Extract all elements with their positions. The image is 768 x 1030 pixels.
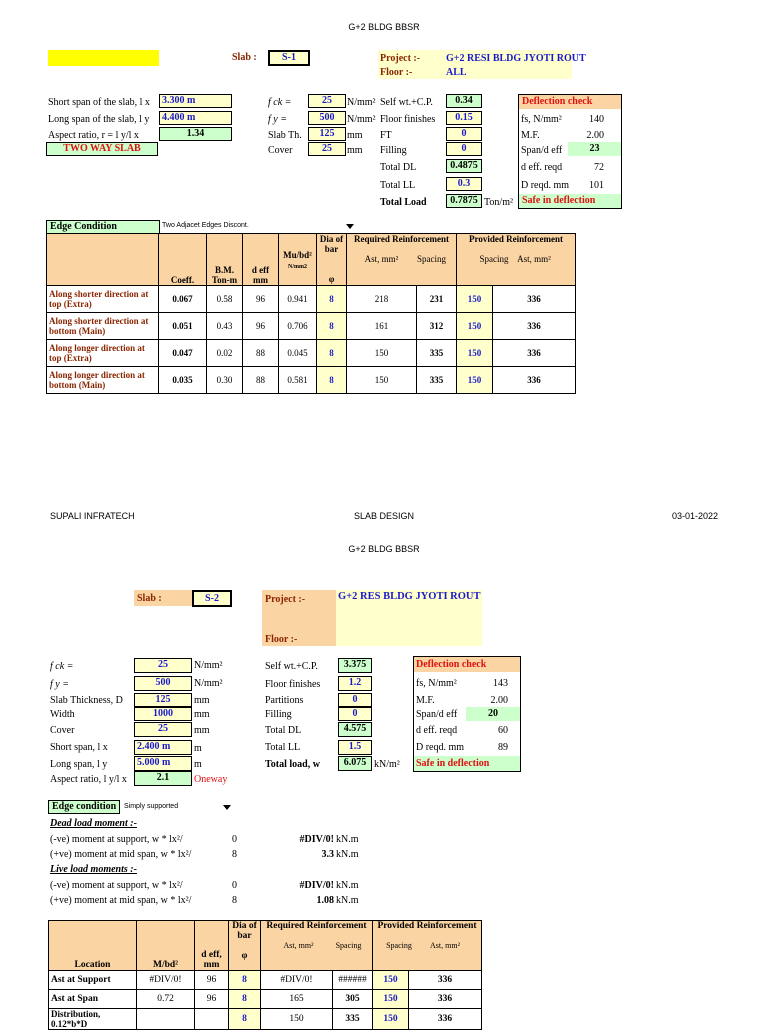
total-load-label: Total Load <box>380 197 427 208</box>
fck-label-2: f ck = <box>50 661 74 672</box>
row-location: Distribution, 0.12*b*D <box>49 1009 137 1030</box>
defl-deff-label-2: d eff. reqd <box>416 725 458 736</box>
fck-input[interactable]: 25 <box>308 94 346 108</box>
row-mu: 0.706 <box>279 313 317 340</box>
slab-type-badge: TWO WAY SLAB <box>46 142 158 156</box>
dead-load-title: Dead load moment :- <box>50 818 137 829</box>
total-load-unit-2: kN/m² <box>374 759 400 770</box>
row-deff-2 <box>195 1009 229 1030</box>
ff-input-2[interactable]: 1.2 <box>338 676 372 691</box>
row-ast: 161 <box>347 313 417 340</box>
edge-condition-label: Edge Condition <box>46 220 160 234</box>
row-mbd2: #DIV/0! <box>137 971 195 990</box>
total-ll-label: Total LL <box>380 180 416 191</box>
slab-thickness-unit: mm <box>347 130 363 141</box>
total-load-value-2: 6.075 <box>338 756 372 771</box>
live-load-title: Live load moments :- <box>50 864 137 875</box>
th-mubd2 <box>279 234 317 286</box>
defl-span-value: 23 <box>568 142 621 156</box>
row-provided-ast-2: 336 <box>409 990 482 1009</box>
row-deff: 96 <box>243 286 279 313</box>
row-deff-2: 96 <box>195 971 229 990</box>
cover-label: Cover <box>268 145 293 156</box>
row-provided-spacing-2[interactable]: 150 <box>373 1009 409 1030</box>
row-spacing: 335 <box>417 340 457 367</box>
edge-condition-select[interactable]: Two Adjacet Edges Discont. <box>162 222 249 229</box>
defl-deff-value: 72 <box>594 162 604 173</box>
fck-unit: N/mm² <box>347 97 376 108</box>
row-label: Along shorter direction at bottom (Main) <box>47 313 159 340</box>
table-row <box>47 367 576 394</box>
th-mubd2-unit: N/mm2 <box>288 263 307 270</box>
row-coeff: 0.051 <box>159 313 207 340</box>
row-spacing: 335 <box>417 367 457 394</box>
deflection-title: Deflection check <box>519 95 621 109</box>
total-dl-value-2: 4.575 <box>338 722 372 737</box>
document-title: SLAB DESIGN <box>353 511 415 521</box>
defl-span-label: Span/d eff <box>521 145 563 156</box>
total-load-value: 0.7875 <box>446 194 482 208</box>
row-coeff: 0.067 <box>159 286 207 313</box>
live-neg-value: #DIV/0! <box>299 880 334 891</box>
defl-span-value-2: 20 <box>466 707 520 721</box>
th-dia-text-2: Dia of bar <box>232 921 257 941</box>
row-ast-2: 165 <box>261 990 333 1009</box>
row-bm: 0.02 <box>207 340 243 367</box>
chevron-down-icon[interactable] <box>223 805 231 810</box>
defl-dreqd-value-2: 89 <box>498 742 508 753</box>
row-dia[interactable]: 8 <box>317 340 347 367</box>
table-row <box>49 990 482 1009</box>
filling-label-2: Filling <box>265 709 292 720</box>
short-span-label-2: Short span, l x <box>50 742 108 753</box>
defl-dreqd-label-2: D reqd. mm <box>416 742 465 753</box>
total-ll-input[interactable]: 0.3 <box>446 177 482 191</box>
deflection-result-2: Safe in deflection <box>414 756 520 771</box>
dead-pos-value: 3.3 <box>321 849 334 860</box>
reinforcement-table-1 <box>46 233 576 394</box>
row-dia[interactable]: 8 <box>317 286 347 313</box>
dead-neg-label: (-ve) moment at support, w * lx²/ <box>50 834 183 845</box>
defl-fs-value-2: 143 <box>493 678 508 689</box>
fy-unit-2: N/mm² <box>194 678 223 689</box>
defl-mf-value: 2.00 <box>586 130 604 141</box>
row-deff-2: 96 <box>195 990 229 1009</box>
row-mbd2: 0.72 <box>137 990 195 1009</box>
ft-input[interactable]: 0 <box>446 127 482 141</box>
row-mu: 0.941 <box>279 286 317 313</box>
live-neg-divisor: 0 <box>232 880 237 891</box>
aspect-ratio-value: 1.34 <box>159 127 232 141</box>
th-location: Location <box>49 921 137 971</box>
ft-label: FT <box>380 130 392 141</box>
slab-thickness-input[interactable]: 125 <box>308 127 346 141</box>
row-spacing: 312 <box>417 313 457 340</box>
row-provided-spacing[interactable]: 150 <box>457 367 493 394</box>
th-deff: d eff mm <box>243 234 279 286</box>
total-dl-label-2: Total DL <box>265 725 302 736</box>
page2-header: G+2 BLDG BBSR <box>348 544 420 554</box>
total-load-label-2: Total load, w <box>265 759 320 770</box>
floor-finish-input[interactable]: 0.15 <box>446 111 482 125</box>
th-required-2 <box>261 921 373 971</box>
live-pos-value: 1.08 <box>316 895 334 906</box>
row-deff: 88 <box>243 367 279 394</box>
th-spacing2: Spacing <box>479 254 509 264</box>
fck-input-2[interactable]: 25 <box>134 658 192 673</box>
th-coeff: Coeff. <box>159 234 207 286</box>
total-ll-label-2: Total LL <box>265 742 301 753</box>
total-ll-input-2[interactable]: 1.5 <box>338 740 372 755</box>
table-row <box>49 1009 482 1030</box>
live-neg-label: (-ve) moment at support, w * lx²/ <box>50 880 183 891</box>
row-coeff: 0.047 <box>159 340 207 367</box>
reinforcement-table-2 <box>48 920 482 1030</box>
cover-unit: mm <box>347 145 363 156</box>
row-provided-spacing[interactable]: 150 <box>457 313 493 340</box>
row-ast-2: #DIV/0! <box>261 971 333 990</box>
row-provided-spacing-2[interactable]: 150 <box>373 990 409 1009</box>
row-ast: 150 <box>347 367 417 394</box>
company-name: SUPALI INFRATECH <box>50 511 135 521</box>
row-provided-ast-2: 336 <box>409 1009 482 1030</box>
project-label-2: Project :- <box>265 594 306 605</box>
row-bm: 0.58 <box>207 286 243 313</box>
dead-pos-unit: kN.m <box>336 849 359 860</box>
thickness-unit-2: mm <box>194 695 210 706</box>
row-dia[interactable]: 8 <box>317 313 347 340</box>
row-location: Ast at Span <box>49 990 137 1009</box>
row-spacing-2: 305 <box>333 990 373 1009</box>
long-span-unit-2: m <box>194 759 202 770</box>
row-mu: 0.581 <box>279 367 317 394</box>
row-provided-ast: 336 <box>493 313 576 340</box>
th-label-empty <box>47 234 159 286</box>
fy-label-2: f y = <box>50 679 69 690</box>
row-label: Along longer direction at top (Extra) <box>47 340 159 367</box>
row-label: Along longer direction at bottom (Main) <box>47 367 159 394</box>
row-label: Along shorter direction at top (Extra) <box>47 286 159 313</box>
total-dl-value: 0.4875 <box>446 159 482 173</box>
long-span-label: Long span of the slab, l y <box>48 114 150 125</box>
row-coeff: 0.035 <box>159 367 207 394</box>
width-input-2[interactable]: 1000 <box>134 707 192 721</box>
partitions-input-2[interactable]: 0 <box>338 693 372 707</box>
fy-unit: N/mm² <box>347 114 376 125</box>
slab-label: Slab : <box>232 52 257 63</box>
row-ast-2: 150 <box>261 1009 333 1030</box>
row-spacing: 231 <box>417 286 457 313</box>
filling-input-2[interactable]: 0 <box>338 707 372 721</box>
defl-mf-label: M.F. <box>521 130 540 141</box>
selfwt-label: Self wt.+C.P. <box>380 97 433 108</box>
row-provided-ast: 336 <box>493 367 576 394</box>
row-ast: 150 <box>347 340 417 367</box>
dead-neg-unit: kN.m <box>336 834 359 845</box>
th-ast: Ast, mm² <box>364 254 399 264</box>
long-span-label-2: Long span, l y <box>50 759 108 770</box>
slab-id-cell[interactable]: S-1 <box>268 50 310 66</box>
short-span-label: Short span of the slab, l x <box>48 97 150 108</box>
defl-deff-value-2: 60 <box>498 725 508 736</box>
yellow-highlight-cell <box>48 50 159 66</box>
row-spacing-2: 335 <box>333 1009 373 1030</box>
aspect-value-2: 2.1 <box>134 771 192 786</box>
defl-fs-label: fs, N/mm² <box>521 114 562 125</box>
th-ast2-2: Ast, mm² <box>430 941 460 950</box>
live-pos-label: (+ve) moment at mid span, w * lx²/ <box>50 895 192 906</box>
th-ast2: Ast, mm² <box>517 254 551 264</box>
chevron-down-icon[interactable] <box>346 224 354 229</box>
live-pos-unit: kN.m <box>336 895 359 906</box>
deflection-result: Safe in deflection <box>519 194 621 208</box>
thickness-input-2[interactable]: 125 <box>134 693 192 707</box>
live-pos-divisor: 8 <box>232 895 237 906</box>
slab-label-2: Slab : <box>137 593 162 604</box>
row-ast: 218 <box>347 286 417 313</box>
row-provided-ast: 336 <box>493 340 576 367</box>
th-phi-2: φ <box>241 951 248 961</box>
row-provided-ast-2: 336 <box>409 971 482 990</box>
row-dia-2[interactable]: 8 <box>229 971 261 990</box>
cover-input[interactable]: 25 <box>308 142 346 156</box>
table-row <box>47 340 576 367</box>
row-spacing-2: ###### <box>333 971 373 990</box>
floor-value[interactable]: ALL <box>446 67 467 78</box>
th-phi: φ <box>328 274 335 284</box>
fck-label: f ck = <box>268 97 292 108</box>
table-row <box>47 286 576 313</box>
th-ast-2: Ast, mm² <box>283 941 314 950</box>
selfwt-value-2: 3.375 <box>338 658 372 673</box>
th-required <box>347 234 457 286</box>
deflection-title-2: Deflection check <box>414 657 520 672</box>
total-load-unit: Ton/m² <box>484 197 513 208</box>
row-dia-2[interactable]: 8 <box>229 1009 261 1030</box>
floor-finish-label: Floor finishes <box>380 114 436 125</box>
cover-label-2: Cover <box>50 725 75 736</box>
project-name[interactable]: G+2 RESI BLDG JYOTI ROUT <box>446 53 586 64</box>
floor-label: Floor :- <box>380 67 413 78</box>
th-deff-2: d eff, mm <box>195 921 229 971</box>
th-provided <box>457 234 576 286</box>
page1-header: G+2 BLDG BBSR <box>348 22 420 32</box>
dead-pos-label: (+ve) moment at mid span, w * lx²/ <box>50 849 192 860</box>
short-span-input[interactable]: 3.300 m <box>159 94 232 108</box>
defl-fs-value: 140 <box>589 114 604 125</box>
th-bm: B.M. Ton-m <box>207 234 243 286</box>
th-required-text: Required Reinforcement <box>354 234 449 244</box>
selfwt-label-2: Self wt.+C.P. <box>265 661 318 672</box>
defl-deff-label: d eff. reqd <box>521 162 563 173</box>
short-span-input-2[interactable]: 2.400 m <box>134 740 192 755</box>
defl-dreqd-value: 101 <box>589 180 604 191</box>
filling-label: Filling <box>380 145 407 156</box>
row-provided-ast: 336 <box>493 286 576 313</box>
aspect-result-2: Oneway <box>194 774 228 785</box>
row-mbd2 <box>137 1009 195 1030</box>
row-provided-spacing-2[interactable]: 150 <box>373 971 409 990</box>
thickness-label-2: Slab Thickness, D <box>50 695 123 706</box>
th-provided-text: Provided Reinforcement <box>469 234 563 244</box>
dead-pos-divisor: 8 <box>232 849 237 860</box>
th-mbd2: M/bd² <box>137 921 195 971</box>
th-spacing-2: Spacing <box>335 941 362 950</box>
row-deff: 88 <box>243 340 279 367</box>
defl-mf-value-2: 2.00 <box>490 695 508 706</box>
edge-condition-select-2[interactable]: Simply supported <box>124 803 179 810</box>
edge-condition-label-2: Edge condition <box>48 800 120 814</box>
aspect-ratio-label: Aspect ratio, r = l y/l x <box>48 130 139 141</box>
row-location: Ast at Support <box>49 971 137 990</box>
project-name-2[interactable]: G+2 RES BLDG JYOTI ROUT <box>338 591 481 602</box>
ff-label-2: Floor finishes <box>265 679 321 690</box>
slab-thickness-label: Slab Th. <box>268 130 302 141</box>
row-dia[interactable]: 8 <box>317 367 347 394</box>
row-provided-spacing[interactable]: 150 <box>457 286 493 313</box>
defl-span-label-2: Span/d eff <box>416 709 458 720</box>
row-dia-2[interactable]: 8 <box>229 990 261 1009</box>
document-date: 03-01-2022 <box>672 511 719 521</box>
slab-id-cell-2[interactable]: S-2 <box>192 590 232 607</box>
project-label: Project :- <box>380 53 421 64</box>
defl-mf-label-2: M.F. <box>416 695 435 706</box>
th-mubd2-text: Mu/bd² <box>283 249 312 260</box>
dead-neg-value: #DIV/0! <box>299 834 334 845</box>
th-spacing: Spacing <box>417 254 446 264</box>
partitions-label-2: Partitions <box>265 695 304 706</box>
filling-input[interactable]: 0 <box>446 142 482 156</box>
row-bm: 0.30 <box>207 367 243 394</box>
cover-input-2[interactable]: 25 <box>134 722 192 737</box>
fy-input-2[interactable]: 500 <box>134 676 192 691</box>
row-bm: 0.43 <box>207 313 243 340</box>
floor-label-2: Floor :- <box>265 634 298 645</box>
th-provided-text-2: Provided Reinforcement <box>377 921 477 931</box>
dead-neg-divisor: 0 <box>232 834 237 845</box>
fck-unit-2: N/mm² <box>194 660 223 671</box>
th-dia-text: Dia of bar <box>319 234 344 254</box>
width-label-2: Width <box>50 709 75 720</box>
th-dia-2 <box>229 921 261 971</box>
th-provided-2 <box>373 921 482 971</box>
total-dl-label: Total DL <box>380 162 417 173</box>
th-required-text-2: Required Reinforcement <box>266 921 367 931</box>
long-span-input-2[interactable]: 5.000 m <box>134 756 192 771</box>
th-spacing2-2: Spacing <box>386 941 412 950</box>
width-unit-2: mm <box>194 709 210 720</box>
row-provided-spacing[interactable]: 150 <box>457 340 493 367</box>
live-neg-unit: kN.m <box>336 880 359 891</box>
fy-label: f y = <box>268 114 287 125</box>
row-mu: 0.045 <box>279 340 317 367</box>
th-dia <box>317 234 347 286</box>
short-span-unit-2: m <box>194 743 202 754</box>
row-deff: 96 <box>243 313 279 340</box>
long-span-input[interactable]: 4.400 m <box>159 111 232 125</box>
selfwt-value: 0.34 <box>446 94 482 108</box>
defl-dreqd-label: D reqd. mm <box>521 180 570 191</box>
defl-fs-label-2: fs, N/mm² <box>416 678 457 689</box>
table-row <box>49 971 482 990</box>
cover-unit-2: mm <box>194 725 210 736</box>
aspect-label-2: Aspect ratio, l y/l x <box>50 774 127 785</box>
table-row <box>47 313 576 340</box>
fy-input[interactable]: 500 <box>308 111 346 125</box>
